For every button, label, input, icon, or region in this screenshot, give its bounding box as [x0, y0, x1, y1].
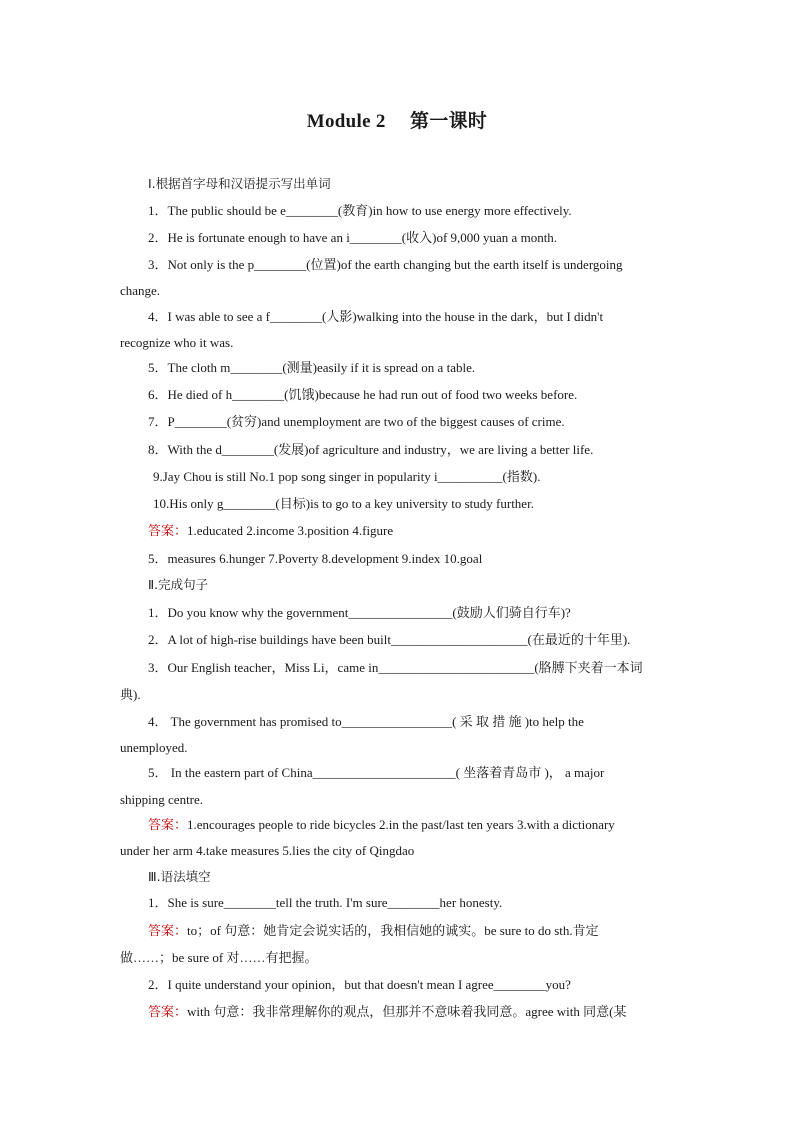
s3-answer-2-line-1: [148, 1004, 626, 1020]
s1-question-3: 3．Not only is the p________(位置)of the earth changing but the earth itself is undergoing: [148, 257, 623, 272]
s2-answer-line-1: [148, 817, 615, 833]
s1-question-3-cont: change.: [120, 283, 161, 298]
section-3-heading: Ⅲ.语法填空: [148, 869, 211, 884]
s1-question-2: 2．He is fortunate enough to have an i________(收入)of 9,000 yuan a month.: [148, 230, 558, 245]
s3-question-2: 2．I quite understand your opinion，but that doesn't mean I agree________you?: [148, 977, 571, 992]
answer-text: to；of 句意：她肯定会说实话的，我相信她的诚实。be sure to do sth.肯定: [187, 923, 599, 938]
s2-question-4-cont: unemployed.: [120, 740, 188, 755]
s1-question-4-cont: recognize who it was.: [120, 335, 234, 350]
s1-question-1: 1．The public should be e________(教育)in how to use energy more effectively.: [148, 203, 572, 218]
section-2-heading: Ⅱ.完成句子: [148, 577, 209, 592]
s1-answer-line-2: 5．measures 6.hunger 7.Poverty 8.development 9.index 10.goal: [148, 551, 483, 566]
answer-text: 1.encourages people to ride bicycles 2.in the past/last ten years 3.with a dictionary: [187, 817, 615, 832]
page-title: Module 2 第一课时: [306, 111, 488, 132]
answer-label: 答案：: [148, 1004, 188, 1019]
s3-answer-1-line-2: 做……；be sure of 对……有把握。: [120, 950, 318, 965]
s2-question-1: 1．Do you know why the government________________(鼓励人们骑自行车)?: [148, 605, 571, 620]
s2-question-4: 4． The government has promised to_________________( 采 取 措 施 )to help the: [148, 714, 584, 729]
answer-label: 答案：: [148, 817, 188, 832]
s3-answer-1-line-1: [148, 923, 599, 939]
s2-question-3: 3．Our English teacher，Miss Li，came in________________________(胳膊下夹着一本词: [148, 660, 643, 675]
s1-question-8: 8．With the d________(发展)of agriculture and industry，we are living a better life.: [148, 442, 594, 457]
s1-question-7: 7．P________(贫穷)and unemployment are two of the biggest causes of crime.: [148, 414, 565, 429]
s2-question-5-cont: shipping centre.: [120, 792, 204, 807]
s2-question-5: 5． In the eastern part of China______________________( 坐落着青岛市 )， a major: [148, 765, 605, 780]
answer-label: 答案：: [148, 523, 188, 538]
s1-question-4: 4．I was able to see a f________(人影)walking into the house in the dark，but I didn't: [148, 309, 604, 324]
section-1-heading: Ⅰ.根据首字母和汉语提示写出单词: [148, 176, 331, 191]
s2-answer-line-2: under her arm 4.take measures 5.lies the city of Qingdao: [120, 843, 415, 858]
s2-question-2: 2．A lot of high-rise buildings have been built_____________________(在最近的十年里).: [148, 632, 631, 647]
s1-question-9: 9.Jay Chou is still No.1 pop song singer in popularity i__________(指数).: [153, 469, 541, 484]
answer-text: 1.educated 2.income 3.position 4.figure: [187, 523, 394, 538]
answer-text: with 句意：我非常理解你的观点，但那并不意味着我同意。agree with 同意(某: [187, 1004, 627, 1019]
s1-question-5: 5．The cloth m________(测量)easily if it is spread on a table.: [148, 360, 476, 375]
answer-label: 答案：: [148, 923, 188, 938]
s1-answer-line-1: [148, 523, 393, 539]
s2-question-3-cont: 典).: [120, 687, 141, 702]
s3-question-1: 1．She is sure________tell the truth. I'm sure________her honesty.: [148, 895, 503, 910]
s1-question-10: 10.His only g________(目标)is to go to a key university to study further.: [153, 496, 534, 511]
s1-question-6: 6．He died of h________(饥饿)because he had run out of food two weeks before.: [148, 387, 578, 402]
